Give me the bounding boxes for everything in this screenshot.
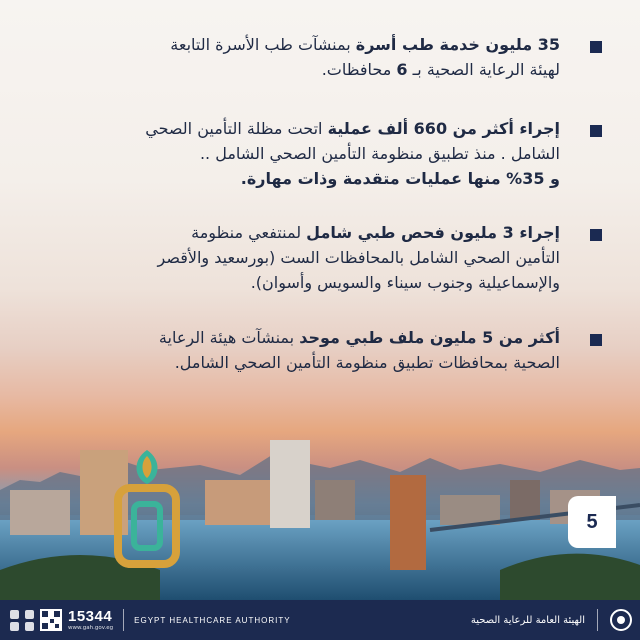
authority-seal-icon	[610, 609, 632, 631]
list-item	[50, 325, 560, 375]
text-bold: إجراء 3 مليون فحص طبي شامل	[306, 223, 560, 242]
divider	[597, 609, 598, 631]
text: بمنشآت هيئة الرعاية	[158, 328, 300, 347]
text: اتحت مظلة التأمين الصحي	[145, 119, 328, 138]
text: لهيئة الرعاية الصحية بـ	[407, 60, 560, 79]
website-url[interactable]: www.gah.gov.eg	[68, 624, 114, 631]
text-bold: إجراء أكثر من 660 ألف عملية	[327, 119, 560, 138]
bullet-icon	[590, 125, 602, 137]
item-line-2	[50, 141, 560, 166]
bullet-icon	[590, 229, 602, 241]
org-name-ar: الهيئة العامة للرعاية الصحية	[470, 614, 585, 626]
item-line-2	[50, 57, 560, 82]
text-bold: أكثر من 5 مليون ملف طبي موحد	[299, 328, 560, 347]
list-item	[50, 116, 560, 191]
item-line-3	[50, 166, 560, 191]
item-line-1	[50, 220, 560, 245]
hotline-number: 15344	[68, 607, 113, 625]
text: الشامل . منذ تطبيق منظومة التأمين الصحي الشامل ..	[199, 144, 560, 163]
text-bold: و 35% منها عمليات متقدمة وذات مهارة.	[240, 169, 560, 188]
page-number: 5	[568, 496, 616, 548]
text-bold: 35 مليون خدمة طب أسرة	[355, 35, 560, 54]
text: والإسماعيلية وجنوب سيناء والسويس وأسوان).	[250, 273, 560, 292]
item-line-1	[50, 32, 560, 57]
divider	[123, 609, 124, 631]
hotline	[68, 609, 113, 632]
item-line-2	[50, 245, 560, 270]
item-line-1	[50, 325, 560, 350]
item-line-3	[50, 270, 560, 295]
org-name-en: EGYPT HEALTHCARE AUTHORITY	[134, 615, 291, 625]
text: لمنتفعي منظومة	[191, 223, 307, 242]
text-bold: 6	[396, 60, 408, 79]
text: الصحية بمحافظات تطبيق منظومة التأمين الصحي الشامل.	[174, 353, 560, 372]
youtube-icon[interactable]	[25, 622, 34, 631]
social-icons	[10, 610, 19, 631]
twitter-icon[interactable]	[25, 610, 34, 619]
facebook-icon[interactable]	[10, 610, 19, 619]
social-icons	[25, 610, 34, 631]
item-line-2	[50, 350, 560, 375]
text: بمنشآت طب الأسرة التابعة	[170, 35, 356, 54]
text: التأمين الصحي الشامل بالمحافظات الست (بورسعيد والأقصر	[157, 248, 560, 267]
instagram-icon[interactable]	[10, 622, 19, 631]
authority-emblem-icon	[112, 448, 182, 568]
item-line-1	[50, 116, 560, 141]
text: محافظات.	[321, 60, 397, 79]
footer-bar	[0, 600, 640, 640]
footer-brand	[471, 600, 632, 640]
list-item	[50, 220, 560, 295]
cairo-skyline-image	[0, 420, 640, 600]
footer-contact	[10, 600, 291, 640]
bullet-icon	[590, 334, 602, 346]
list-item	[50, 32, 560, 82]
qr-code-icon	[40, 609, 62, 631]
bullet-icon	[590, 41, 602, 53]
